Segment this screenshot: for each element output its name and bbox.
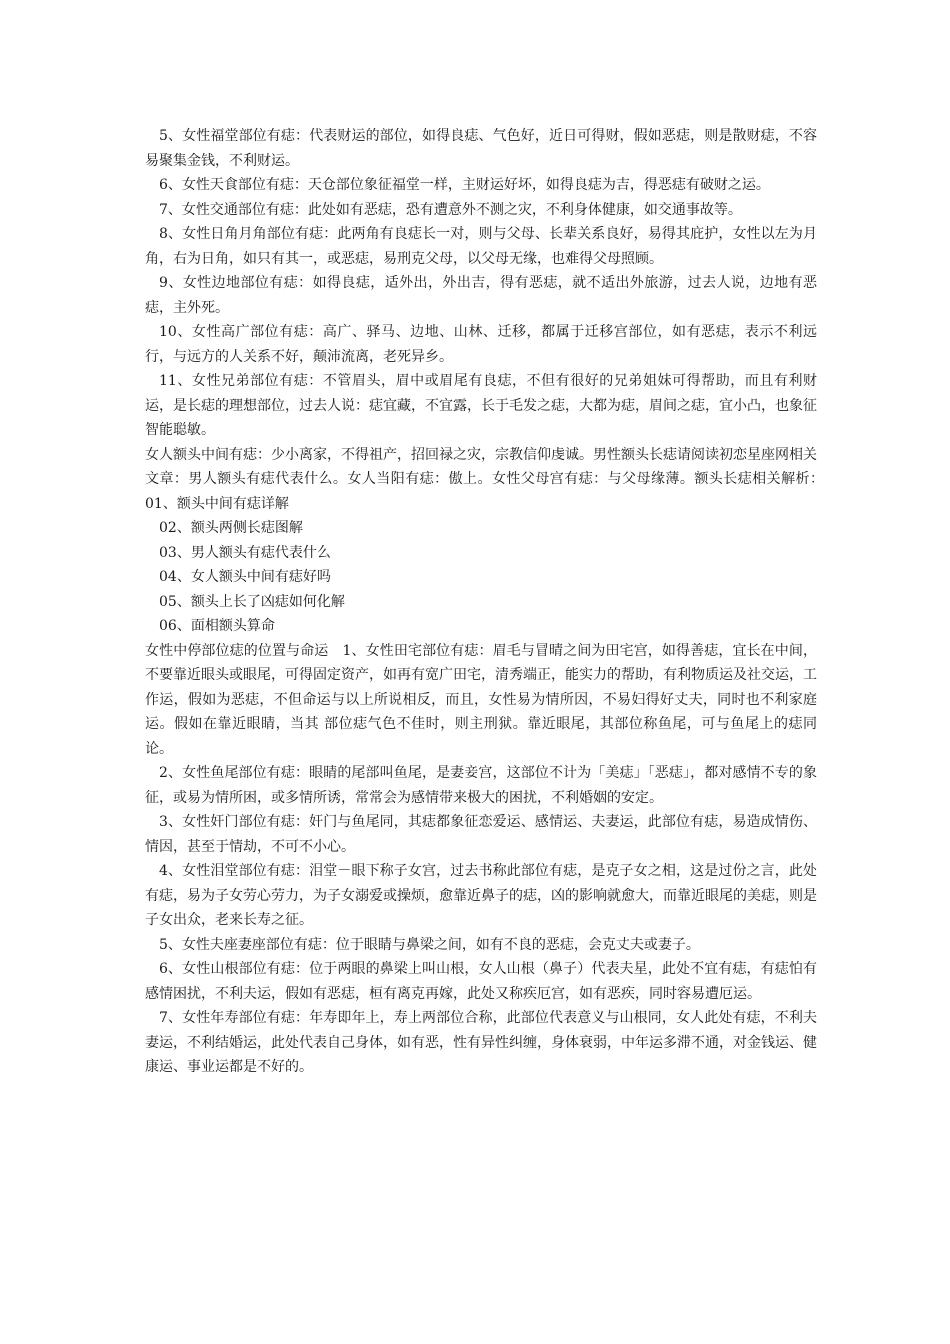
paragraph-jian-men: 3、女性奸门部位有痣：奸门与鱼尾同，其痣都象征恋爱运、感情运、夫妻运，此部位有痣，易造成情伤、情因，甚至于情劫，不可不小心。: [145, 814, 817, 855]
paragraph-heaven-granary: 6、女性天食部位有痣：天仓部位象征福堂一样，主财运好坏，如得良痣为吉，得恶痣有破财之运。: [159, 177, 770, 193]
paragraph-high-wide: 10、女性高广部位有痣：高广、驿马、边地、山林、迁移，都属于迁移宫部位，如有恶痣，表示不利远行，与远方的人关系不好，颠沛流离，老死异乡。: [145, 324, 817, 365]
paragraph-siblings: 11、女性兄弟部位有痣：不管眉头，眉中或眉尾有良痣，不但有很好的兄弟姐妹可得帮助，而且有利财运，是长痣的理想部位，过去人说：痣宜藏，不宜露，长于毛发之痣，大都为痣，眉间之痣，宜小凸，也象征智能聪敏。: [145, 373, 817, 438]
list-item-06: 06、面相额头算命: [159, 618, 275, 634]
paragraph-year-longevity: 7、女性年寿部位有痣：年寿即年上，寿上两部位合称，此部位代表意义与山根同，女人此处有痣，不利夫妻运，不利结婚运，此处代表自己身体，如有恶，性有异性纠缠，身体衰弱，中年运多滞不通，对金钱运、健康运、事业运都是不好的。: [145, 1010, 817, 1075]
paragraph-spouse-seat: 5、女性夫座妻座部位有痣：位于眼睛与鼻梁之间，如有不良的恶痣，会克丈夫或妻子。: [159, 936, 700, 953]
list-item-02: 02、额头两侧长痣图解: [159, 520, 303, 536]
paragraph-border-land: 9、女性边地部位有痣：如得良痣，适外出，外出吉，得有恶痣，就不适出外旅游，过去人说，边地有恶痣，主外死。: [145, 275, 817, 316]
list-item-04: 04、女人额头中间有痣好吗: [159, 569, 331, 585]
list-item-03: 03、男人额头有痣代表什么: [159, 544, 331, 561]
paragraph-sun-moon-horn: 8、女性日角月角部位有痣：此两角有良痣长一对，则与父母、长辈关系良好，易得其庇护，女性以左为月角，右为日角，如只有其一，或恶痣，易刑克父母，以父母无缘，也难得父母照顾。: [145, 226, 817, 267]
paragraph-fish-tail: 2、女性鱼尾部位有痣：眼睛的尾部叫鱼尾，是妻妾宫，这部位不计为「美痣」「恶痣」，都对感情不专的象征，或易为情所困，或多情所诱，常常会为感情带来极大的困扰，不利婚姻的安定。: [145, 765, 817, 806]
paragraph-forehead-center: 女人额头中间有痣：少小离家，不得祖产，招回禄之灾，宗教信仰虔诚。男性额头长痣请阅读初恋星座网相关文章：男人额头有痣代表什么。女人当阳有痣：傲上。女性父母宫有痣：与父母缘薄。额头长痣相关解析： 01、额头中间有痣详解: [145, 446, 836, 512]
paragraph-traffic: 7、女性交通部位有痣：此处如有恶痣，恐有遭意外不测之灾，不利身体健康，如交通事故等。: [159, 201, 742, 218]
document-body: [145, 124, 836, 1080]
paragraph-tear-hall: 4、女性泪堂部位有痣：泪堂－眼下称子女宫，过去书称此部位有痣，是克子女之相，这是过份之言，此处有痣，易为子女劳心劳力，为子女溺爱或操烦，愈靠近鼻子的痣，凶的影响就愈大，而靠近眼尾的美痣，则是子女出众，老来长寿之征。: [145, 863, 817, 928]
paragraph-middle-section: 女性中停部位痣的位置与命运 1、女性田宅部位有痣：眉毛与冒晴之间为田宅宫，如得善痣，宜长在中间，不要靠近眼头或眼尾，可得固定资产，如再有宽广田宅，清秀端正，能实力的帮助，有利物质运及社交运，工作运，假如为恶痣，不但命运与以上所说相反，而且，女性易为情所因，不易妇得好丈夫，同时也不利家庭运。假如在靠近眼睛，当其 部位痣气色不佳时，则主刑狱。靠近眼尾，其部位称鱼尾，可与鱼尾上的痣同论。: [145, 642, 817, 757]
paragraph-mountain-root: 6、女性山根部位有痣：位于两眼的鼻梁上叫山根，女人山根（鼻子）代表夫星，此处不宜有痣，有痣怕有感情困扰，不利夫运，假如有恶痣，桓有离克再嫁，此处又称疾厄宫，如有恶疾，同时容易遭厄运。: [145, 961, 817, 1002]
list-item-05: 05、额头上长了凶痣如何化解: [159, 593, 345, 610]
paragraph-fortune-hall: 5、女性福堂部位有痣：代表财运的部位，如得良痣、气色好，近日可得财，假如恶痣，则是散财痣，不容易聚集金钱，不利财运。: [145, 128, 817, 169]
